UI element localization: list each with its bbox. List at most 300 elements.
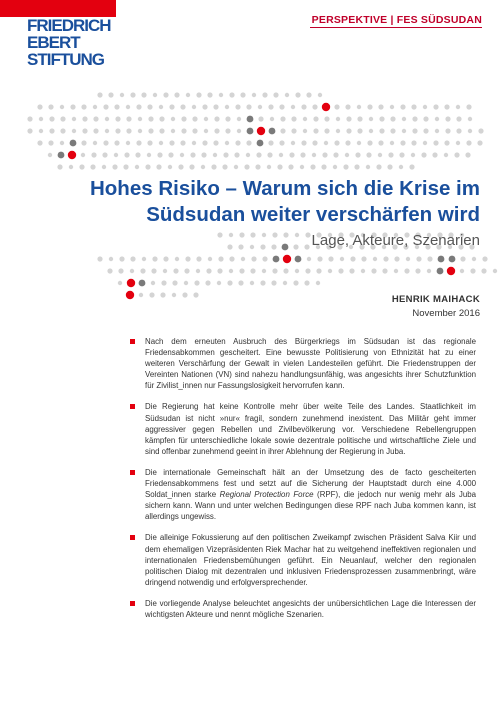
map-dot (204, 129, 208, 133)
map-dot (383, 256, 388, 261)
map-dot (268, 104, 273, 109)
map-dot (194, 280, 199, 285)
map-dot (82, 116, 87, 121)
map-dot (336, 117, 340, 121)
map-dot (112, 164, 117, 169)
map-dot (240, 92, 245, 97)
bullet-square-icon (130, 601, 135, 606)
map-dot (345, 153, 349, 157)
map-dot (138, 117, 142, 121)
map-dot (124, 152, 129, 157)
map-dot (366, 152, 371, 157)
map-dot (300, 165, 304, 169)
map-dot (102, 165, 106, 169)
map-dot (225, 128, 230, 133)
map-dot (139, 280, 146, 287)
map-dot (135, 152, 140, 157)
map-dot (140, 268, 145, 273)
map-dot (171, 129, 175, 133)
map-dot (456, 105, 460, 109)
map-dot (456, 128, 461, 133)
map-dot (192, 141, 196, 145)
map-dot (238, 280, 243, 285)
map-dot (279, 104, 284, 109)
map-dot (280, 116, 285, 121)
map-dot (234, 165, 238, 169)
logo-red-bar (0, 0, 116, 17)
map-dot (324, 141, 328, 145)
map-dot (379, 116, 384, 121)
map-dot (394, 269, 398, 273)
map-dot (289, 152, 294, 157)
map-dot (192, 105, 196, 109)
map-dot (147, 153, 151, 157)
map-dot (235, 140, 240, 145)
map-dot (466, 104, 471, 109)
map-dot (123, 164, 128, 169)
map-dot (235, 104, 240, 109)
map-dot (105, 117, 109, 121)
map-dot (208, 257, 212, 261)
map-dot (239, 268, 244, 273)
map-dot (412, 116, 417, 121)
map-dot (390, 128, 395, 133)
map-dot (321, 164, 326, 169)
page-subtitle: Lage, Akteure, Szenarien (311, 232, 480, 249)
map-dot (437, 268, 444, 275)
title-line-2: Südsudan weiter verschärfen wird (146, 203, 480, 226)
map-dot (456, 141, 460, 145)
map-dot (184, 281, 188, 285)
map-dot (81, 153, 85, 157)
map-dot (378, 140, 383, 145)
map-dot (186, 93, 190, 97)
map-dot (60, 141, 64, 145)
map-dot (466, 140, 471, 145)
map-dot (163, 92, 168, 97)
map-dot (60, 105, 64, 109)
map-dot (277, 164, 282, 169)
map-dot (115, 128, 120, 133)
map-dot (180, 104, 185, 109)
map-dot (468, 117, 472, 121)
map-dot (213, 140, 218, 145)
map-dot (316, 281, 320, 285)
map-dot (262, 92, 267, 97)
map-dot (390, 141, 394, 145)
map-dot (163, 269, 167, 273)
map-dot (160, 292, 165, 297)
map-dot (477, 140, 482, 145)
map-dot (217, 232, 222, 237)
map-dot (322, 103, 330, 111)
map-dot (411, 104, 416, 109)
map-dot (465, 152, 470, 157)
map-dot (273, 256, 280, 263)
map-dot (271, 280, 276, 285)
map-dot (229, 92, 234, 97)
map-dot (247, 116, 254, 123)
map-dot (328, 256, 333, 261)
map-dot (159, 128, 164, 133)
map-dot (152, 256, 157, 261)
map-dot (304, 280, 309, 285)
map-dot (456, 116, 461, 121)
map-dot (444, 153, 448, 157)
map-dot (250, 245, 254, 249)
map-dot (258, 116, 263, 121)
map-dot (402, 117, 406, 121)
map-dot (328, 269, 332, 273)
map-dot (151, 268, 156, 273)
map-dot (91, 152, 96, 157)
map-dot (39, 117, 43, 121)
map-dot (58, 152, 65, 159)
map-dot (238, 244, 243, 249)
map-dot (103, 140, 108, 145)
map-dot (219, 93, 223, 97)
map-dot (468, 129, 472, 133)
map-dot (159, 105, 163, 109)
map-dot (447, 267, 455, 275)
map-dot (444, 104, 449, 109)
logo-line-1: FRIEDRICH (27, 16, 111, 35)
map-dot (79, 164, 84, 169)
map-dot (421, 152, 426, 157)
map-dot (48, 104, 53, 109)
map-dot (202, 104, 207, 109)
map-dot (82, 128, 87, 133)
map-dot (404, 268, 409, 273)
map-dot (481, 268, 486, 273)
summary-item: Die vorliegende Analyse beleuchtet angesichts der unübersichtlichen Lage die Interessen der wichtigsten Akteure und nennt mögliche Szenarien. (128, 598, 476, 620)
fes-logo (0, 0, 150, 80)
map-dot (193, 292, 198, 297)
map-dot (206, 268, 211, 273)
map-dot (318, 93, 322, 97)
map-dot (225, 116, 230, 121)
map-dot (416, 256, 421, 261)
map-dot (293, 244, 298, 249)
map-dot (202, 140, 207, 145)
map-dot (173, 268, 178, 273)
map-dot (201, 165, 205, 169)
map-dot (69, 165, 73, 169)
map-dot (427, 256, 432, 261)
map-dot (346, 116, 351, 121)
map-dot (223, 152, 228, 157)
map-dot (303, 129, 307, 133)
map-dot (399, 152, 404, 157)
map-dot (227, 244, 232, 249)
map-dot (229, 256, 234, 261)
map-dot (159, 141, 163, 145)
summary-item: Die alleinige Fokussierung auf den politischen Zweikampf zwischen Präsident Salva Kiir und dem ehemaligen Vizepräsidenten Riek Machar hat zu weitgehend ineffektiven regionalen und internationalen Friedensbemühungen geführt. Ein Neuanlauf, welcher den regionalen politischen Dialog mit dezentralen und inklusiven Friedensprozessen zusammenbringt, wäre dringend notwendig und erfolgversprechender. (128, 532, 476, 587)
map-dot (445, 116, 450, 121)
map-dot (300, 152, 305, 157)
publication-date: November 2016 (412, 308, 480, 319)
map-dot (295, 233, 299, 237)
map-dot (454, 152, 459, 157)
map-dot (126, 291, 134, 299)
map-dot (185, 256, 190, 261)
map-dot (349, 268, 354, 273)
map-dot (373, 257, 377, 261)
logo-line-3: STIFTUNG (27, 50, 104, 69)
map-dot (93, 116, 98, 121)
author-name: HENRIK MAIHACK (391, 294, 480, 305)
map-dot (257, 127, 265, 135)
map-dot (49, 116, 54, 121)
map-dot (272, 232, 277, 237)
map-dot (399, 165, 403, 169)
map-dot (324, 116, 329, 121)
map-dot (338, 268, 343, 273)
map-dot (68, 151, 76, 159)
map-dot (70, 140, 77, 147)
map-dot (192, 128, 197, 133)
map-dot (250, 281, 254, 285)
map-dot (229, 269, 233, 273)
map-dot (135, 165, 139, 169)
map-dot (145, 164, 150, 169)
map-dot (432, 152, 437, 157)
map-dot (357, 141, 361, 145)
map-dot (427, 269, 431, 273)
map-dot (130, 92, 135, 97)
map-dot (136, 104, 141, 109)
map-dot (350, 256, 355, 261)
map-dot (305, 268, 310, 273)
map-dot (312, 140, 317, 145)
map-dot (118, 268, 123, 273)
map-dot (49, 128, 54, 133)
map-dot (246, 140, 251, 145)
map-dot (272, 268, 277, 273)
map-dot (37, 104, 42, 109)
header-rule (310, 27, 482, 28)
map-dot (250, 232, 255, 237)
map-dot (239, 232, 244, 237)
map-dot (163, 256, 168, 261)
map-dot (283, 255, 291, 263)
series-label: PERSPEKTIVE | FES SÜDSUDAN (311, 14, 482, 26)
map-dot (81, 140, 86, 145)
map-dot (406, 257, 410, 261)
map-dot (288, 164, 293, 169)
map-dot (214, 116, 219, 121)
map-dot (387, 164, 392, 169)
map-dot (305, 232, 310, 237)
map-dot (334, 104, 339, 109)
map-dot (90, 164, 95, 169)
map-dot (355, 152, 360, 157)
map-dot (390, 116, 395, 121)
map-dot (126, 141, 130, 145)
map-dot (322, 152, 327, 157)
map-dot (227, 280, 232, 285)
map-dot (138, 129, 142, 133)
map-dot (258, 105, 262, 109)
map-dot (192, 116, 197, 121)
map-dot (218, 256, 223, 261)
map-dot (118, 281, 122, 285)
map-dot (400, 140, 405, 145)
map-dot (217, 268, 222, 273)
map-dot (102, 152, 107, 157)
map-dot (126, 105, 130, 109)
map-dot (409, 164, 414, 169)
map-dot (361, 269, 365, 273)
map-dot (72, 129, 76, 133)
map-dot (207, 92, 212, 97)
map-dot (251, 256, 256, 261)
map-dot (81, 104, 86, 109)
map-dot (279, 140, 284, 145)
map-dot (444, 140, 449, 145)
map-dot (295, 256, 302, 263)
map-dot (262, 269, 266, 273)
map-dot (423, 105, 427, 109)
map-dot (345, 104, 350, 109)
map-dot (72, 117, 76, 121)
map-dot (346, 128, 351, 133)
map-dot (295, 92, 300, 97)
map-dot (273, 92, 278, 97)
map-dot (189, 164, 194, 169)
map-dot (402, 129, 406, 133)
map-dot (169, 140, 174, 145)
map-dot (196, 269, 200, 273)
map-dot (313, 116, 318, 121)
map-dot (271, 244, 276, 249)
map-dot (127, 279, 135, 287)
map-dot (282, 244, 289, 251)
map-dot (148, 128, 153, 133)
map-dot (411, 140, 416, 145)
map-dot (126, 116, 131, 121)
map-dot (268, 140, 273, 145)
map-dot (357, 128, 362, 133)
map-dot (493, 269, 497, 273)
map-dot (93, 105, 97, 109)
map-dot (156, 164, 161, 169)
map-dot (168, 152, 173, 157)
map-dot (39, 129, 43, 133)
map-dot (293, 280, 298, 285)
map-dot (114, 153, 118, 157)
map-dot (313, 128, 318, 133)
summary-list (128, 336, 476, 630)
map-dot (120, 93, 124, 97)
map-dot (291, 116, 296, 121)
map-dot (435, 129, 439, 133)
map-dot (423, 128, 428, 133)
map-dot (460, 269, 464, 273)
map-dot (262, 233, 266, 237)
map-dot (256, 152, 261, 157)
map-dot (312, 153, 316, 157)
map-dot (412, 128, 417, 133)
map-dot (182, 292, 187, 297)
map-dot (291, 105, 295, 109)
map-dot (161, 280, 166, 285)
map-dot (159, 116, 164, 121)
map-dot (283, 232, 288, 237)
map-dot (234, 152, 239, 157)
map-dot (139, 293, 143, 297)
map-dot (361, 256, 366, 261)
map-dot (169, 104, 174, 109)
map-dot (204, 117, 208, 121)
map-dot (147, 140, 152, 145)
map-dot (411, 153, 415, 157)
map-dot (279, 153, 283, 157)
map-dot (312, 104, 317, 109)
map-dot (126, 128, 131, 133)
map-dot (390, 105, 394, 109)
map-dot (333, 165, 337, 169)
map-dot (378, 153, 382, 157)
map-dot (93, 141, 97, 145)
map-dot (184, 268, 189, 273)
map-dot (205, 280, 210, 285)
bullet-square-icon (130, 404, 135, 409)
bullet-square-icon (130, 470, 135, 475)
map-dot (211, 164, 216, 169)
map-dot (371, 268, 376, 273)
map-dot (433, 104, 438, 109)
map-dot (147, 104, 152, 109)
map-dot (130, 256, 135, 261)
map-dot (306, 92, 311, 97)
map-dot (472, 257, 476, 261)
map-dot (114, 140, 119, 145)
map-dot (115, 116, 120, 121)
map-dot (340, 257, 344, 261)
map-dot (438, 256, 445, 263)
map-dot (423, 141, 427, 145)
map-dot (237, 117, 241, 121)
map-dot (382, 268, 387, 273)
map-dot (27, 116, 32, 121)
map-dot (175, 257, 179, 261)
map-dot (153, 93, 157, 97)
map-dot (367, 104, 372, 109)
map-dot (482, 256, 487, 261)
map-dot (435, 117, 439, 121)
map-dot (291, 128, 296, 133)
summary-item: Nach dem erneuten Ausbruch des Bürgerkriegs im Südsudan ist das regionale Friedensabkommen gescheitert. Eine bewusste Politisierung von Ethnizität hat zu einer weiteren Verschärfung der Gewalt in vielen Landesteilen geführt. Die Friedenstruppen der Vereinten Nationen (VN) sind nahezu handlungsunfähig, was angesichts ihrer Schutzfunktion für Zivilist_innen nur Fassungslosigkeit hervorrufen kann. (128, 336, 476, 391)
map-dot (27, 128, 32, 133)
map-dot (378, 104, 383, 109)
map-dot (250, 268, 255, 273)
map-dot (262, 256, 267, 261)
page-title (40, 176, 480, 228)
map-dot (369, 117, 373, 121)
map-dot (317, 256, 322, 261)
map-dot (366, 165, 370, 169)
map-dot (283, 281, 287, 285)
map-dot (445, 128, 450, 133)
map-dot (252, 93, 256, 97)
map-dot (336, 129, 340, 133)
map-dot (367, 140, 372, 145)
map-dot (246, 153, 250, 157)
map-dot (255, 164, 260, 169)
map-dot (157, 152, 162, 157)
map-dot (108, 92, 113, 97)
